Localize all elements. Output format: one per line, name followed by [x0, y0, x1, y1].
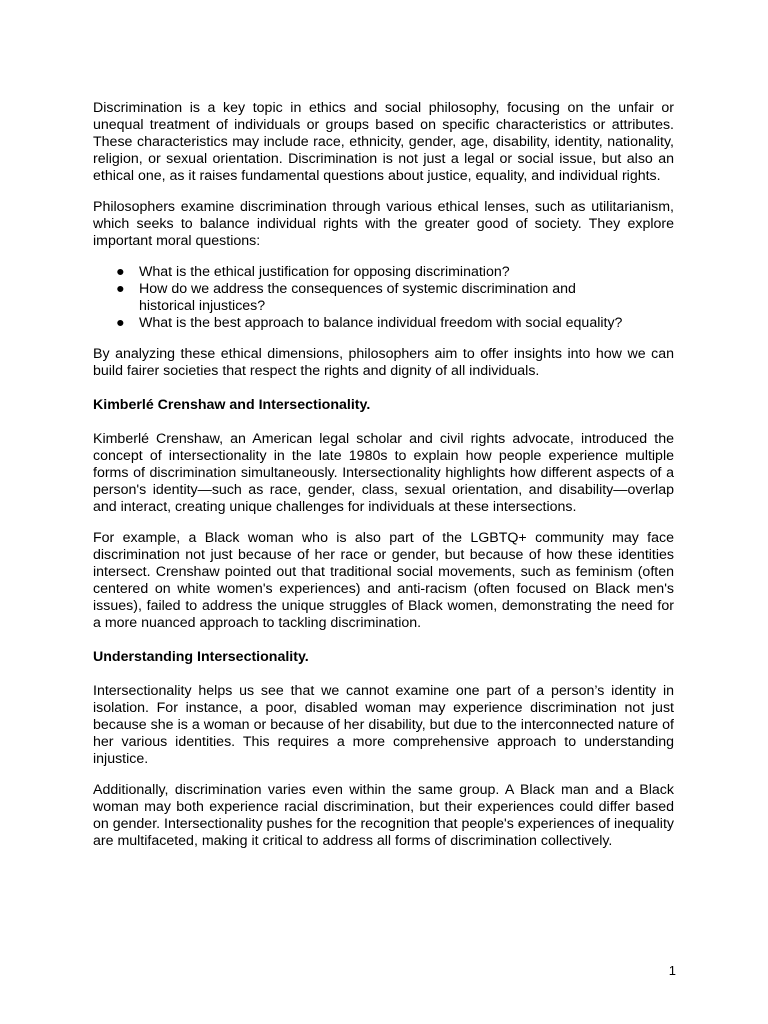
bullet-icon: ●	[116, 315, 125, 331]
document-page	[93, 100, 674, 864]
bullet-icon: ●	[116, 281, 125, 297]
page-number: 1	[668, 963, 676, 978]
list-item	[93, 281, 674, 315]
question-text: What is the ethical justification for opposing discrimination?	[139, 264, 510, 280]
question-text: What is the best approach to balance individual freedom with social equality?	[139, 315, 623, 331]
understanding-paragraph-1: Intersectionality helps us see that we cannot examine one part of a person’s identity in isolation. For instance, a poor, disabled woman may experience discrimination not just because she is a woman or because of her disability, but due to the interconnected nature of her various identities. This requires a more comprehensive approach to understanding injustice.	[93, 683, 674, 767]
list-item	[93, 264, 674, 281]
moral-questions-list	[93, 264, 674, 332]
section-heading-understanding: Understanding Intersectionality.	[93, 649, 309, 665]
conclusion-paragraph: By analyzing these ethical dimensions, philosophers aim to offer insights into how we can build fairer societies that respect the rights and dignity of all individuals.	[93, 346, 674, 379]
intro-paragraph-1: Discrimination is a key topic in ethics and social philosophy, focusing on the unfair or unequal treatment of individuals or groups based on specific characteristics or attributes. These characteristics may include race, ethnicity, gender, age, disability, identity, nationality, religion, or sexual orientation. Discrimination is not just a legal or social issue, but also an ethical one, as it raises fundamental questions about justice, equality, and individual rights.	[93, 100, 674, 184]
crenshaw-paragraph-1: Kimberlé Crenshaw, an American legal scholar and civil rights advocate, introduced the concept of intersectionality in the late 1980s to explain how people experience multiple forms of discrimination simultaneously. Intersectionality highlights how different aspects of a person's identity—such as race, gender, class, sexual orientation, and disability—overlap and interact, creating unique challenges for individuals at these intersections.	[93, 431, 674, 515]
question-text: How do we address the consequences of systemic discrimination and historical injustices?	[139, 281, 576, 314]
list-item	[93, 315, 674, 332]
understanding-paragraph-2: Additionally, discrimination varies even within the same group. A Black man and a Black woman may both experience racial discrimination, but their experiences could differ based on gender. Intersectionality pushes for the recognition that people's experiences of inequality are multifaceted, making it critical to address all forms of discrimination collectively.	[93, 782, 674, 849]
crenshaw-paragraph-2: For example, a Black woman who is also part of the LGBTQ+ community may face discrimination not just because of her race or gender, but because of how these identities intersect. Crenshaw pointed out that traditional social movements, such as feminism (often centered on white women's experiences) and anti-racism (often focused on Black men's issues), failed to address the unique struggles of Black women, demonstrating the need for a more nuanced approach to tackling discrimination.	[93, 530, 674, 631]
section-heading-crenshaw: Kimberlé Crenshaw and Intersectionality.	[93, 397, 371, 413]
bullet-icon: ●	[116, 264, 125, 280]
intro-paragraph-2: Philosophers examine discrimination through various ethical lenses, such as utilitarianism, which seeks to balance individual rights with the greater good of society. They explore important moral questions:	[93, 199, 674, 249]
